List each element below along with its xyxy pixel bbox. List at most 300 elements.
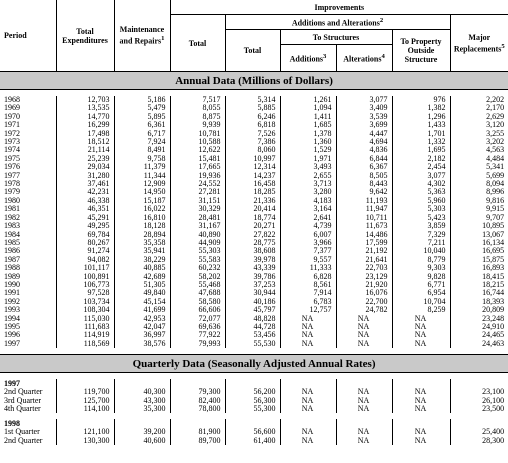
value-cell: 18,512 <box>56 138 114 146</box>
value-cell: 9,303 <box>392 264 450 272</box>
period-cell: 1993 <box>4 305 20 315</box>
value-cell: 44,909 <box>170 239 225 247</box>
value-cell: 8,259 <box>392 306 450 314</box>
value-cell: 4,183 <box>280 197 336 205</box>
period-cell: 1973 <box>4 137 20 147</box>
value-cell: 9,707 <box>450 214 508 222</box>
value-cell: 10,588 <box>170 138 225 146</box>
value-cell: 69,784 <box>56 231 114 239</box>
period-cell: 1968 <box>4 95 20 104</box>
period-cell: 1983 <box>4 221 20 231</box>
value-cell: NA <box>392 315 450 323</box>
header-total-expenditures: Total Expenditures <box>56 0 114 72</box>
value-cell: NA <box>392 405 450 413</box>
value-cell: 1,296 <box>392 113 450 121</box>
value-cell: 5,303 <box>392 205 450 213</box>
value-cell: 28,300 <box>450 437 508 445</box>
value-cell: 3,077 <box>336 96 392 104</box>
value-cell: 8,505 <box>336 172 392 180</box>
value-cell: 2,454 <box>392 163 450 171</box>
value-cell: 9,642 <box>336 188 392 196</box>
header-major-replacements: Major Replacements$^5$ <box>450 15 508 72</box>
value-cell: 5,341 <box>450 163 508 171</box>
value-cell: 24,552 <box>170 180 225 188</box>
value-cell: 23,500 <box>450 405 508 413</box>
period-cell: 1984 <box>4 229 20 239</box>
value-cell: 13,067 <box>450 231 508 239</box>
value-cell: 6,367 <box>336 163 392 171</box>
value-cell: 55,303 <box>170 247 225 255</box>
header-to-structures: To Structures <box>280 30 392 45</box>
value-cell: 4,739 <box>280 222 336 230</box>
value-cell: 9,758 <box>114 155 170 163</box>
value-cell: 35,941 <box>114 247 170 255</box>
value-cell: 3,539 <box>336 113 392 121</box>
value-cell: 16,076 <box>336 289 392 297</box>
value-cell: 15,875 <box>450 256 508 264</box>
period-cell: 4th Quarter <box>4 404 41 413</box>
value-cell: 79,993 <box>170 340 225 348</box>
period-cell: 1979 <box>4 187 20 197</box>
value-cell: 43,300 <box>114 397 170 405</box>
value-cell: 7,329 <box>392 231 450 239</box>
value-cell: 14,770 <box>56 113 114 121</box>
value-cell: 4,484 <box>450 155 508 163</box>
value-cell: 5,363 <box>392 188 450 196</box>
value-cell: 16,893 <box>450 264 508 272</box>
value-cell: 2,641 <box>280 214 336 222</box>
value-cell: 10,997 <box>225 155 280 163</box>
value-cell: 30,944 <box>225 289 280 297</box>
value-cell: 9,828 <box>392 273 450 281</box>
value-cell: 8,996 <box>450 188 508 196</box>
value-cell: 37,461 <box>56 180 114 188</box>
period-cell: 3rd Quarter <box>4 395 42 405</box>
period-cell: 1970 <box>4 111 20 121</box>
value-cell: 55,300 <box>225 405 280 413</box>
period-cell: 1980 <box>4 195 20 205</box>
value-cell: 12,622 <box>170 146 225 154</box>
value-cell: 42,047 <box>114 323 170 331</box>
value-cell: 3,120 <box>450 121 508 129</box>
value-cell: NA <box>336 315 392 323</box>
value-cell: 28,481 <box>170 214 225 222</box>
value-cell: 1,261 <box>280 96 336 104</box>
value-cell: 21,920 <box>336 281 392 289</box>
value-cell: 121,100 <box>56 428 114 436</box>
period-cell: 1990 <box>4 279 20 289</box>
value-cell: 11,947 <box>336 205 392 213</box>
value-cell: 5,186 <box>114 96 170 104</box>
value-cell: 5,885 <box>225 104 280 112</box>
value-cell: 3,409 <box>336 104 392 112</box>
value-cell: 49,295 <box>56 222 114 230</box>
value-cell: 6,828 <box>280 273 336 281</box>
value-cell: 8,060 <box>225 146 280 154</box>
value-cell: 17,665 <box>170 163 225 171</box>
value-cell: NA <box>280 388 336 396</box>
value-cell: NA <box>336 340 392 348</box>
value-cell: 11,333 <box>280 264 336 272</box>
value-cell: 5,960 <box>392 197 450 205</box>
value-cell: 53,456 <box>225 331 280 339</box>
value-cell: 6,783 <box>280 298 336 306</box>
value-cell: 9,939 <box>170 121 225 129</box>
value-cell: 35,300 <box>114 405 170 413</box>
value-cell: 25,239 <box>56 155 114 163</box>
value-cell: 7,386 <box>225 138 280 146</box>
value-cell: 15,187 <box>114 197 170 205</box>
value-cell: 30,329 <box>170 205 225 213</box>
value-cell: 1,529 <box>280 146 336 154</box>
value-cell: NA <box>280 428 336 436</box>
value-cell: 39,200 <box>114 428 170 436</box>
period-cell: 1981 <box>4 204 20 214</box>
value-cell: 45,291 <box>56 214 114 222</box>
value-cell: 6,771 <box>392 281 450 289</box>
value-cell: NA <box>336 323 392 331</box>
value-cell: 58,202 <box>170 273 225 281</box>
value-cell: NA <box>392 397 450 405</box>
period-cell: 1996 <box>4 330 20 340</box>
value-cell: 1,433 <box>392 121 450 129</box>
value-cell: 4,563 <box>450 146 508 154</box>
value-cell: 3,859 <box>392 222 450 230</box>
period-cell: 1974 <box>4 145 20 155</box>
value-cell: 103,734 <box>56 298 114 306</box>
value-cell: 46,351 <box>56 205 114 213</box>
value-cell: 1,411 <box>280 113 336 121</box>
value-cell: NA <box>392 331 450 339</box>
value-cell: NA <box>392 388 450 396</box>
header-improvements: Improvements <box>170 0 508 15</box>
value-cell: 12,909 <box>114 180 170 188</box>
value-cell: 7,526 <box>225 130 280 138</box>
value-cell: NA <box>280 340 336 348</box>
value-cell: 8,875 <box>170 113 225 121</box>
table-row <box>0 437 508 445</box>
table-header <box>0 0 508 72</box>
value-cell: 106,773 <box>56 281 114 289</box>
value-cell: 26,100 <box>450 397 508 405</box>
value-cell: 9,557 <box>280 256 336 264</box>
value-cell: 21,114 <box>56 146 114 154</box>
value-cell: 20,414 <box>225 205 280 213</box>
annual-rows <box>0 96 508 348</box>
value-cell: 81,900 <box>170 428 225 436</box>
period-cell: 1977 <box>4 170 20 180</box>
value-cell: 130,300 <box>56 437 114 445</box>
value-cell: 18,215 <box>450 281 508 289</box>
value-cell: 6,818 <box>225 121 280 129</box>
value-cell: 56,600 <box>225 428 280 436</box>
value-cell: 60,232 <box>170 264 225 272</box>
value-cell: 42,231 <box>56 188 114 196</box>
value-cell: 28,775 <box>225 239 280 247</box>
value-cell: 6,954 <box>392 289 450 297</box>
value-cell: 51,305 <box>114 281 170 289</box>
value-cell: 1,701 <box>392 130 450 138</box>
value-cell: NA <box>336 388 392 396</box>
value-cell: 2,170 <box>450 104 508 112</box>
value-cell: 118,569 <box>56 340 114 348</box>
value-cell: NA <box>280 323 336 331</box>
period-cell: 1st Quarter <box>4 427 40 437</box>
value-cell: 42,689 <box>114 273 170 281</box>
value-cell: 3,280 <box>280 188 336 196</box>
period-cell: 1987 <box>4 254 20 264</box>
period-cell: 1988 <box>4 263 20 273</box>
value-cell: 114,919 <box>56 331 114 339</box>
value-cell: 94,082 <box>56 256 114 264</box>
value-cell: 42,953 <box>114 315 170 323</box>
value-cell: 5,895 <box>114 113 170 121</box>
value-cell: 56,200 <box>225 388 280 396</box>
value-cell: 69,636 <box>170 323 225 331</box>
value-cell: 36,997 <box>114 331 170 339</box>
value-cell: 101,117 <box>56 264 114 272</box>
value-cell: 5,314 <box>225 96 280 104</box>
value-cell: 7,211 <box>392 239 450 247</box>
value-cell: 18,128 <box>114 222 170 230</box>
value-cell: 2,202 <box>450 96 508 104</box>
value-cell: 10,040 <box>392 247 450 255</box>
value-cell: 31,151 <box>170 197 225 205</box>
value-cell: 18,285 <box>225 188 280 196</box>
value-cell: 16,458 <box>225 180 280 188</box>
value-cell: 4,302 <box>392 180 450 188</box>
value-cell: 3,699 <box>336 121 392 129</box>
value-cell: 2,629 <box>450 113 508 121</box>
header-maintenance: Maintenance and Repairs$^1$ <box>114 0 170 72</box>
period-cell: 1978 <box>4 179 20 189</box>
value-cell: 38,576 <box>114 340 170 348</box>
value-cell: 17,498 <box>56 130 114 138</box>
value-cell: 10,781 <box>170 130 225 138</box>
value-cell: NA <box>280 405 336 413</box>
value-cell: 10,711 <box>336 214 392 222</box>
value-cell: 4,694 <box>336 138 392 146</box>
value-cell: 31,280 <box>56 172 114 180</box>
value-cell: 38,608 <box>225 247 280 255</box>
value-cell: 15,481 <box>170 155 225 163</box>
value-cell: NA <box>336 397 392 405</box>
value-cell: NA <box>280 397 336 405</box>
period-cell: 1992 <box>4 296 20 306</box>
value-cell: 13,535 <box>56 104 114 112</box>
value-cell: 35,358 <box>114 239 170 247</box>
value-cell: 55,468 <box>170 281 225 289</box>
value-cell: 8,055 <box>170 104 225 112</box>
value-cell: 3,713 <box>280 180 336 188</box>
value-cell: 18,393 <box>450 298 508 306</box>
value-cell: 44,728 <box>225 323 280 331</box>
value-cell: NA <box>392 340 450 348</box>
value-cell: 22,703 <box>336 264 392 272</box>
value-cell: 46,338 <box>56 197 114 205</box>
header-period: Period <box>4 31 27 40</box>
period-cell: 2nd Quarter <box>4 387 43 397</box>
value-cell: 37,253 <box>225 281 280 289</box>
value-cell: 7,377 <box>280 247 336 255</box>
value-cell: 25,400 <box>450 428 508 436</box>
quarterly-section <box>0 348 508 373</box>
period-cell: 1994 <box>4 313 20 323</box>
value-cell: 111,683 <box>56 323 114 331</box>
value-cell: 18,415 <box>450 273 508 281</box>
value-cell: 16,744 <box>450 289 508 297</box>
value-cell: 45,797 <box>225 306 280 314</box>
value-cell: 40,186 <box>225 298 280 306</box>
value-cell: 66,606 <box>170 306 225 314</box>
value-cell: 16,810 <box>114 214 170 222</box>
value-cell: 58,580 <box>170 298 225 306</box>
value-cell: 976 <box>392 96 450 104</box>
value-cell: 100,891 <box>56 273 114 281</box>
value-cell: 1,382 <box>392 104 450 112</box>
value-cell: 16,134 <box>450 239 508 247</box>
value-cell: 6,007 <box>280 231 336 239</box>
header-improvements-total: Total <box>170 15 225 72</box>
value-cell: 23,248 <box>450 315 508 323</box>
value-cell: 9,915 <box>450 205 508 213</box>
value-cell: 49,840 <box>114 289 170 297</box>
value-cell: 7,914 <box>280 289 336 297</box>
value-cell: 8,443 <box>336 180 392 188</box>
value-cell: 18,774 <box>225 214 280 222</box>
value-cell: 40,600 <box>114 437 170 445</box>
value-cell: 6,361 <box>114 121 170 129</box>
value-cell: 31,167 <box>170 222 225 230</box>
value-cell: 5,699 <box>450 172 508 180</box>
value-cell: 5,479 <box>114 104 170 112</box>
value-cell: 29,034 <box>56 163 114 171</box>
value-cell: 91,274 <box>56 247 114 255</box>
value-cell: 115,030 <box>56 315 114 323</box>
value-cell: 47,688 <box>170 289 225 297</box>
value-cell: 8,561 <box>280 281 336 289</box>
value-cell: 3,164 <box>280 205 336 213</box>
table-row <box>0 405 508 413</box>
value-cell: 41,699 <box>114 306 170 314</box>
value-cell: 9,816 <box>450 197 508 205</box>
value-cell: NA <box>392 428 450 436</box>
value-cell: 6,717 <box>114 130 170 138</box>
value-cell: NA <box>336 437 392 445</box>
value-cell: 21,641 <box>336 256 392 264</box>
value-cell: 14,950 <box>114 188 170 196</box>
value-cell: 5,423 <box>392 214 450 222</box>
value-cell: 21,336 <box>225 197 280 205</box>
annual-data-title: Annual Data (Millions of Dollars) <box>0 72 508 90</box>
quarterly-year-heading: 1997 <box>4 379 20 389</box>
period-cell: 1975 <box>4 153 20 163</box>
period-cell: 2nd Quarter <box>4 435 43 445</box>
value-cell: 78,800 <box>170 405 225 413</box>
value-cell: 7,517 <box>170 96 225 104</box>
value-cell: 3,493 <box>280 163 336 171</box>
value-cell: 79,300 <box>170 388 225 396</box>
period-cell: 1991 <box>4 288 20 298</box>
value-cell: 55,583 <box>170 256 225 264</box>
period-cell: 1985 <box>4 237 20 247</box>
value-cell: 24,463 <box>450 340 508 348</box>
period-cell: 1969 <box>4 103 20 113</box>
value-cell: 4,836 <box>336 146 392 154</box>
value-cell: 40,300 <box>114 388 170 396</box>
value-cell: 4,447 <box>336 130 392 138</box>
value-cell: 40,885 <box>114 264 170 272</box>
value-cell: 1,685 <box>280 121 336 129</box>
value-cell: 8,094 <box>450 180 508 188</box>
quarterly-year-heading: 1998 <box>4 419 20 429</box>
quarterly-data-title: Quarterly Data (Seasonally Adjusted Annual Rates) <box>0 355 508 373</box>
value-cell: 1,094 <box>280 104 336 112</box>
table-row <box>0 340 508 348</box>
value-cell: 27,281 <box>170 188 225 196</box>
period-cell: 1976 <box>4 162 20 172</box>
value-cell: 28,894 <box>114 231 170 239</box>
period-cell: 1972 <box>4 128 20 138</box>
value-cell: 6,246 <box>225 113 280 121</box>
value-cell: 108,304 <box>56 306 114 314</box>
header-additions: Additions$^3$ <box>280 45 336 72</box>
value-cell: NA <box>336 331 392 339</box>
value-cell: 23,129 <box>336 273 392 281</box>
value-cell: 77,922 <box>170 331 225 339</box>
value-cell: 2,182 <box>392 155 450 163</box>
period-cell: 1989 <box>4 271 20 281</box>
period-cell: 1997 <box>4 338 20 348</box>
value-cell: 2,655 <box>280 172 336 180</box>
value-cell: 61,400 <box>225 437 280 445</box>
value-cell: 11,193 <box>336 197 392 205</box>
value-cell: 1,378 <box>280 130 336 138</box>
value-cell: 82,400 <box>170 397 225 405</box>
value-cell: 40,890 <box>170 231 225 239</box>
value-cell: NA <box>392 323 450 331</box>
value-cell: 10,704 <box>392 298 450 306</box>
value-cell: 89,700 <box>170 437 225 445</box>
value-cell: 24,782 <box>336 306 392 314</box>
value-cell: 97,528 <box>56 289 114 297</box>
value-cell: 8,779 <box>392 256 450 264</box>
value-cell: 20,809 <box>450 306 508 314</box>
value-cell: 7,924 <box>114 138 170 146</box>
header-aa-total: Total <box>225 30 280 72</box>
value-cell: 6,844 <box>336 155 392 163</box>
value-cell: NA <box>336 428 392 436</box>
value-cell: 38,229 <box>114 256 170 264</box>
value-cell: 20,271 <box>225 222 280 230</box>
period-cell: 1986 <box>4 246 20 256</box>
value-cell: 24,465 <box>450 331 508 339</box>
value-cell: 80,267 <box>56 239 114 247</box>
value-cell: 1,332 <box>392 138 450 146</box>
value-cell: 22,700 <box>336 298 392 306</box>
value-cell: 14,237 <box>225 172 280 180</box>
value-cell: 27,822 <box>225 231 280 239</box>
value-cell: NA <box>392 437 450 445</box>
value-cell: 39,786 <box>225 273 280 281</box>
value-cell: 23,100 <box>450 388 508 396</box>
value-cell: 39,978 <box>225 256 280 264</box>
value-cell: 8,491 <box>114 146 170 154</box>
header-additions-alterations: Additions and Alterations$^2$ <box>225 15 450 30</box>
header-alterations: Alterations$^4$ <box>336 45 392 72</box>
value-cell: 14,486 <box>336 231 392 239</box>
value-cell: 11,344 <box>114 172 170 180</box>
